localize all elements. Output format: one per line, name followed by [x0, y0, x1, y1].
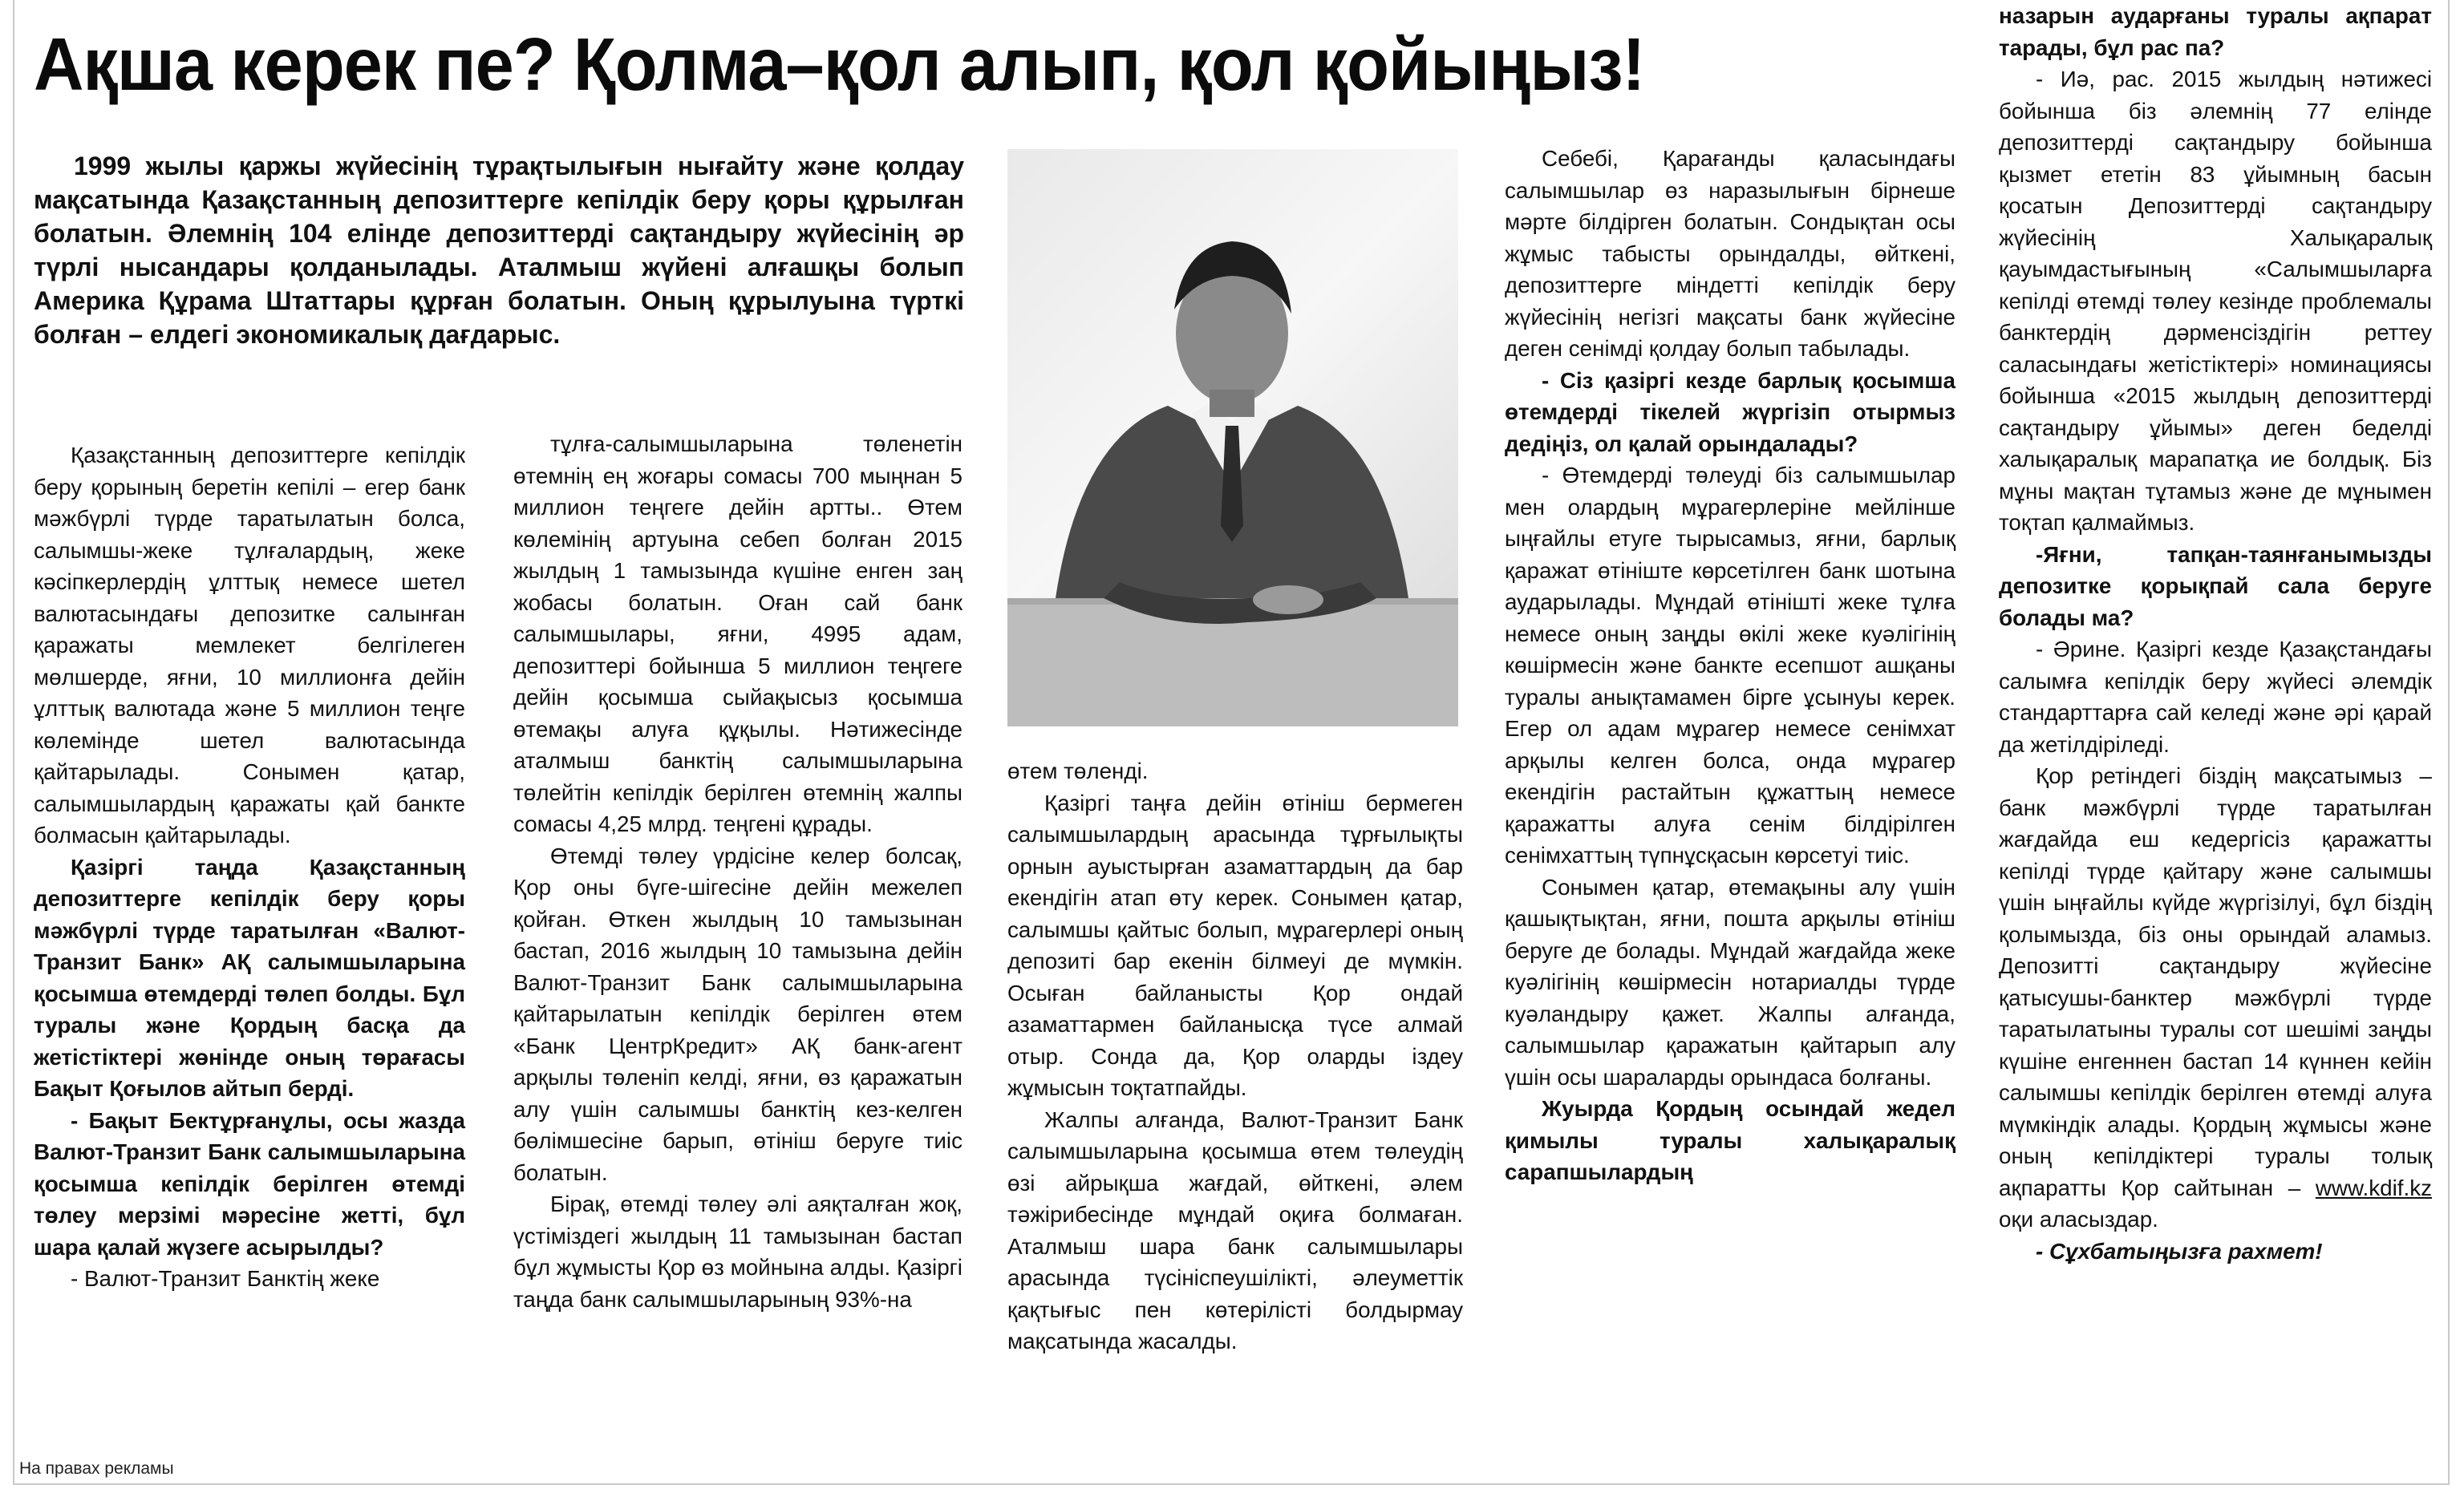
- column-5: [1999, 0, 2432, 1267]
- lead-paragraph: 1999 жылы қаржы жүйесінің тұрақтылығын нығайту және қолдау мақсатында Қазақстанның депозиттерге кепілдік беру қоры құрылған болатын. Әлемнің 104 елінде депозиттерді сақтандыру жүйесінің әр түрлі нысандары қолданылады. Аталмыш жүйені алғашқы болып Америка Құрама Штаттары құрған болатын. Оның құрылуына түрткі болған – елдегі экономикалық дағдарыс.: [34, 152, 964, 349]
- advertising-note: На правах рекламы: [19, 1459, 174, 1478]
- col4-paragraph-4: Сонымен қатар, өтемақыны алу үшін қашықтықтан, яғни, пошта арқылы өтініш беруге де болады. Мұндай жағдайда жеке куәлігінің көшірмесін нотариалды түрде куәландыру қажет. Жалпы алғанда, салымшылар қаражатын қайтарып алу үшін осы шараларды орындаса болғаны.: [1505, 874, 1955, 1090]
- col5-question-3-end: назарын аударғаны туралы ақпарат тарады, бұл рас па?: [1999, 3, 2432, 60]
- closing-thanks: - Сұхбатыңызға рахмет!: [2036, 1238, 2323, 1264]
- col4-paragraph-1: Себебі, Қарағанды қаласындағы салымшылар өз наразылығын бірнеше мәрте білдірген болатын. Сондықтан осы жұмыс табысты орындалды, өйткені, депозиттерге міндетті кепілдік беру жүйесінің негізгі мақсаты банк жүйесіне деген сенімді қолдау болып табылады.: [1505, 146, 1955, 361]
- portrait-photo: [1007, 149, 1458, 726]
- col1-paragraph-2: Қазіргі таңда Қазақстанның депозиттерге кепілдік беру қоры мәжбүрлі түрде таратылған «Валют-Транзит Банк» АҚ салымшыларына қосымша өтемдерді төлеп болды. Бұл туралы және Қордың басқа да жетістіктері жөнінде оның төрағасы Бақыт Қоғылов айтып берді.: [34, 854, 465, 1101]
- col5-paragraph-5-end: оқи аласыздар.: [1999, 1207, 2158, 1232]
- col4-answer-2: - Өтемдерді төлеуді біз салымшылар мен олардың мұрагерлеріне мейлінше ыңғайлы етуге тырысамыз, яғни, барлық қаражат өтініште көрсетілген банк шотына аударылады. Мұндай өтінішті жеке тұлға немесе оның заңды өкілі жеке куәлігінің көшірмесін және банкте есепшот ашқаны туралы анықтамамен бірге ұсынуы керек. Егер ол адам мұрагер немесе сенімхат арқылы келген болса, онда мұрагер екендігін растайтын құжаттың немесе қаражатты алуға сенім білдірілген сенімхаттың түпнұсқасын көрсетуі тиіс.: [1505, 463, 1955, 868]
- col1-question-1: - Бақыт Бектұрғанұлы, осы жазда Валют-Транзит Банк салымшыларына қосымша кепілдік берілген өтемді төлеу мерзімі мәресіне жетті, бұл шара қалай жүзеге асырылды?: [34, 1107, 465, 1260]
- headline: Ақша керек пе? Қолма–қол алып, қол қойыңыз!: [34, 22, 1645, 106]
- col5-question-4: -Яғни, тапқан-таянғанымызды депозитке қорықпай сала беруге болады ма?: [1999, 541, 2432, 630]
- kdif-website-link[interactable]: www.kdif.kz: [2315, 1175, 2432, 1200]
- col3-paragraph-2: Қазіргі таңға дейін өтініш бермеген салымшылардың арасында тұрғылықты орнын ауыстырған азаматтардың да бар екендігін атап өту керек. Сонымен қатар, салымшы қайтыс болып, мұрагерлері оның депозиті бар екенін білмеуі де мүмкін. Осыған байланысты Қор ондай азаматтармен байланысқа түсе алмай отыр. Сонда да, Қор оларды іздеу жұмысын тоқтатпайды.: [1007, 790, 1463, 1100]
- col5-paragraph-5: [1999, 760, 2432, 1236]
- col2-paragraph-1: тұлға-салымшыларына төленетін өтемнің ең жоғары сомасы 700 мыңнан 5 миллион теңгеге дейін артты.. Өтем көлемінің артуына себеп болған 2015 жылдың 1 тамызында күшіне енген заң жобасы болатын. Оған сай банк салымшылары, яғни, 4995 адам, депозиттері бойынша 5 миллион теңгеге дейін қосымша сыйақысыз қосымша өтемақы алуға құқылы. Нәтижесінде аталмыш банктің салымшыларына төлейтін кепілдік берілген өтемнің жалпы сомасы 4,25 млрд. теңгені құрады.: [513, 431, 962, 836]
- column-2: [513, 428, 962, 1315]
- column-1: [34, 439, 465, 1295]
- col1-answer-start: - Валют-Транзит Банктің жеке: [71, 1266, 380, 1291]
- col4-question-3-start: Жуырда Қордың осындай жедел қимылы туралы халықаралық сарапшылардың: [1505, 1096, 1955, 1184]
- col5-answer-3: - Иә, рас. 2015 жылдың нәтижесі бойынша біз әлемнің 77 елінде депозиттерді сақтандыру бойынша қызмет ететін 83 ұйымның басын қосатын Депозиттерді сақтандыру жүйесінің Халықаралық қауымдастығының «Салымшыларға кепілді өтемді төлеу кезінде проблемалы банктердің дәрменсіздігін реттеу саласындағы жетістіктері» номинациясы бойынша «2015 жылдың депозиттерді сақтандыру ұйымы» деген беделді халықаралық марапатқа ие болдық. Біз мұны мақтан тұтамыз және де мұнымен тоқтап қалмаймыз.: [1999, 67, 2432, 535]
- col2-paragraph-2: Өтемді төлеу үрдісіне келер болсақ, Қор оны бүге-шігесіне дейін межелеп қойған. Өткен жылдың 10 тамызынан бастап, 2016 жылдың 10 тамызына дейін Валют-Транзит Банк салымшыларына қайтарылатын кепілдік берілген өтем «Банк ЦентрКредит» АҚ банк-агент арқылы төленіп келді, яғни, өз қаражатын алу үшін салымшы банктің кез-келген бөлімшесіне барып, өтініш беруге тиіс болатын.: [513, 843, 962, 1185]
- col3-paragraph-1: өтем төленді.: [1007, 759, 1149, 783]
- col3-paragraph-3: Жалпы алғанда, Валют-Транзит Банк салымшыларына қосымша өтем төлеудің өзі айрықша жағдай, өйткені, әлем тәжірибесінде мұндай оқиға болмаған. Аталмыш шара банк салымшылары арасында түсініспеушілікті, әлеуметтік қақтығыс пен көтерілісті болдырмау мақсатында жасалды.: [1007, 1107, 1463, 1353]
- column-3: [1007, 755, 1463, 1357]
- col5-answer-4: - Әрине. Қазіргі кезде Қазақстандағы салымға кепілдік беру жүйесі әлемдік стандарттарға сай келеді және әрі қарай да жетілдіріледі.: [1999, 637, 2432, 757]
- portrait-illustration: [1007, 149, 1458, 726]
- col5-paragraph-5-text: Қор ретіндегі біздің мақсатымыз – банк мәжбүрлі түрде таратылған жағдайда еш кедергісіз қаражатты кепілді түрде қайтару және салымшы үшін ыңғайлы күйде жүргізілуі, бұл біздің қолымызда, біз оны орындай аламыз. Депозитті сақтандыру жүйесіне қатысушы-банктер мәжбүрлі түрде таратылатыны туралы сот шешімі заңды күшіне енгеннен бастап 14 күннен кейін салымшы кепілдік берілген өтемді алуға мүмкіндік алады. Қордың жұмысы және оның кепілдіктері туралы толық ақпаратты Қор сайтынан –: [1999, 763, 2432, 1200]
- column-4: [1505, 143, 1955, 1188]
- col1-paragraph-1: Қазақстанның депозиттерге кепілдік беру қорының беретін кепілі – егер банк мәжбүрлі түрде таратылатын болса, салымшы-жеке тұлғалардың, жеке кәсіпкерлердің ұлттық немесе шетел валютасындағы депозитке салынған қаражаты мемлекет белгілеген мөлшерде, яғни, 10 миллионға дейін ұлттық валютада және 5 миллион теңге көлемінде шетел валютасында қайтарылады. Сонымен қатар, салымшылардың қаражаты қай банкте болмасын қайтарылады.: [34, 443, 465, 848]
- col2-paragraph-3: Бірақ, өтемді төлеу әлі аяқталған жоқ, үстіміздегі жылдың 11 тамызынан бастап бұл жұмысты Қор өз мойнына алды. Қазіргі таңда банк салымшыларының 93%-на: [513, 1192, 962, 1312]
- col4-question-2: - Сіз қазіргі кезде барлық қосымша өтемдерді тікелей жүргізіп отырмыз дедіңіз, ол қалай орындалады?: [1505, 367, 1955, 456]
